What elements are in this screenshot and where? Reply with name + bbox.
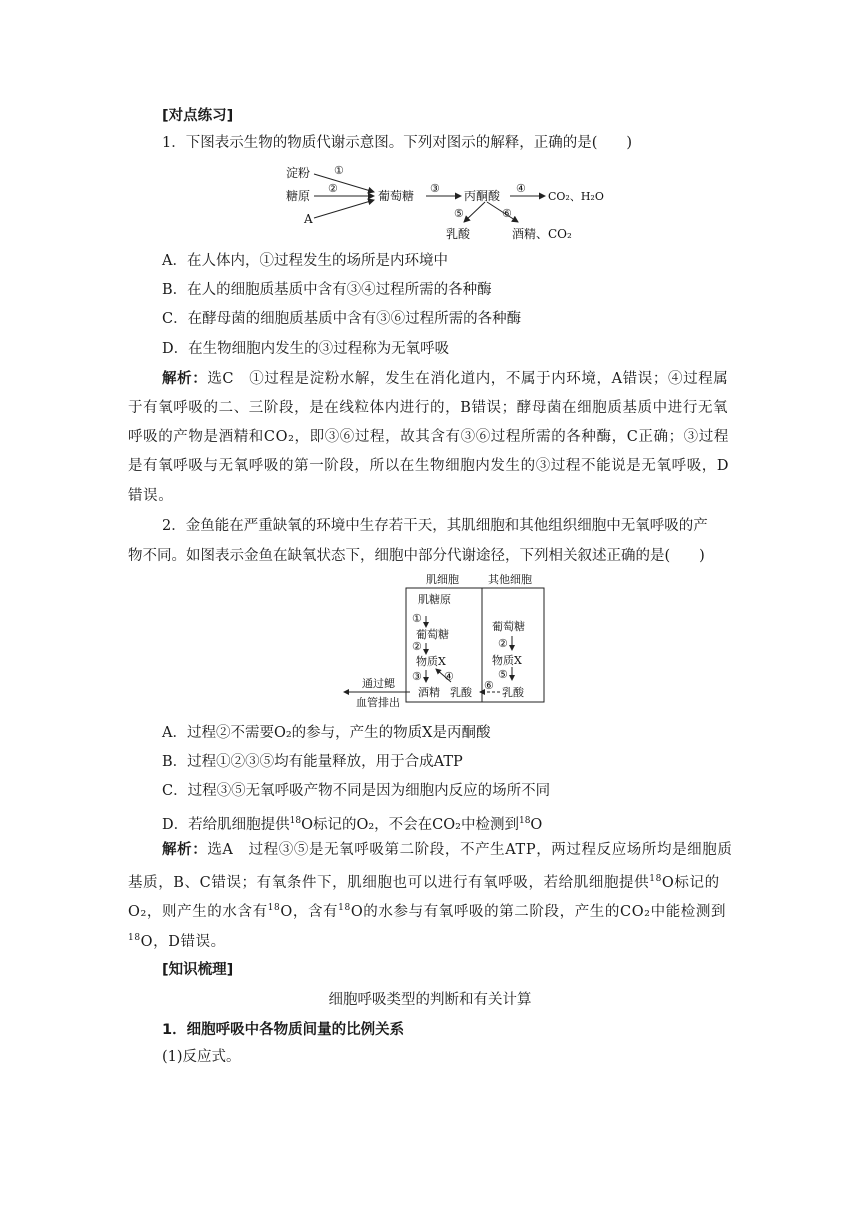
q1-alcohol-label: 酒精、CO₂ xyxy=(512,227,572,241)
svg-text:④: ④ xyxy=(444,670,454,683)
q2-analysis-label: 解析： xyxy=(162,841,208,858)
svg-text:①: ① xyxy=(412,612,422,625)
q2-analysis-line-3: O₂，则产生的水含有$^{18}$O，含有$^{18}$O的水参与有氧呼吸的第二阶段，产生的CO₂中能检测到 xyxy=(128,903,727,920)
q1-arrow-a xyxy=(314,200,374,218)
svg-text:②: ② xyxy=(498,637,508,650)
svg-text:⑤: ⑤ xyxy=(498,668,508,681)
knowledge-item-1: 1．细胞呼吸中各物质间量的比例关系 xyxy=(162,1022,405,1038)
q2-muscle-glycogen: 肌糖原 xyxy=(418,593,451,606)
q2-stem-line-1: 2．金鱼能在严重缺氧的环境中生存若干天，其肌细胞和其他组织细胞中无氧呼吸的产 xyxy=(162,518,708,534)
q1-arrow-1 xyxy=(314,174,374,192)
q1-option-c[interactable]: C．在酵母菌的细胞质基质中含有③⑥过程所需的各种酶 xyxy=(162,311,522,327)
q2-option-d[interactable]: D．若给肌细胞提供$^{18}$O标记的O₂，不会在CO₂中检测到$^{18}$O xyxy=(162,816,543,833)
section-heading-knowledge: [知识梳理] xyxy=(162,962,234,978)
q1-a-label: A xyxy=(304,212,313,226)
q1-arrow-5 xyxy=(464,202,485,222)
q2-muscle-x: 物质X xyxy=(416,655,446,668)
q1-option-a[interactable]: A．在人体内，①过程发生的场所是内环境中 xyxy=(162,253,448,269)
q1-option-d[interactable]: D．在生物细胞内发生的③过程称为无氧呼吸 xyxy=(162,341,450,357)
q1-step1-label: ① xyxy=(334,164,344,177)
q2-other-lactic: 乳酸 xyxy=(502,686,524,699)
q2-other-cell-header: 其他细胞 xyxy=(488,573,532,586)
q1-analysis-line-4: 是有氧呼吸与无氧呼吸的第一阶段，所以在生物细胞内发生的③过程不能说是无氧呼吸，D xyxy=(128,458,730,474)
q2-muscle-glucose: 葡萄糖 xyxy=(416,628,449,641)
q1-step6-label: ⑥ xyxy=(502,207,512,220)
q1-glucose-label: 葡萄糖 xyxy=(378,189,415,203)
q2-analysis-line-1: 解析：选A 过程③⑤是无氧呼吸第二阶段，不产生ATP，两过程反应场所均是细胞质 xyxy=(162,841,733,858)
q2-option-c[interactable]: C．过程③⑤无氧呼吸产物不同是因为细胞内反应的场所不同 xyxy=(162,783,551,799)
q1-co2-h2o-label: CO₂、H₂O xyxy=(548,190,604,203)
q1-lactic-label: 乳酸 xyxy=(446,227,471,241)
q2-muscle-cell-header: 肌细胞 xyxy=(426,573,459,586)
knowledge-item-1-sub: (1)反应式。 xyxy=(162,1049,241,1065)
q2-analysis-line-4: $^{18}$O，D错误。 xyxy=(128,933,226,950)
q2-gill-label-2: 血管排出 xyxy=(356,696,400,709)
q1-step5-label: ⑤ xyxy=(454,207,464,220)
q1-metabolism-diagram xyxy=(280,160,620,244)
q2-other-x: 物质X xyxy=(492,654,522,667)
q1-starch-label: 淀粉 xyxy=(286,166,311,180)
q1-analysis-line-5: 错误。 xyxy=(128,488,174,504)
svg-text:②: ② xyxy=(412,640,422,653)
q2-analysis-line-2: 基质，B、C错误；有氧条件下，肌细胞也可以进行有氧呼吸，若给肌细胞提供$^{18}$O标记的 xyxy=(128,874,720,891)
svg-text:③: ③ xyxy=(412,670,422,683)
q1-stem: 1．下图表示生物的物质代谢示意图。下列对图示的解释，正确的是( ) xyxy=(162,135,633,151)
section-heading-practice: [对点练习] xyxy=(162,108,234,124)
section-title: 细胞呼吸类型的判断和有关计算 xyxy=(328,992,532,1008)
q1-analysis-line-3: 呼吸的产物是酒精和CO₂，即③⑥过程，故其含有③⑥过程所需的各种酶，C正确；③过程 xyxy=(128,429,729,445)
q1-step3-label: ③ xyxy=(430,182,440,195)
q1-analysis-line-2: 于有氧呼吸的二、三阶段，是在线粒体内进行的，B错误；酵母菌在细胞质基质中进行无氧 xyxy=(128,400,729,416)
q2-stem-line-2: 物不同。如图表示金鱼在缺氧状态下，细胞中部分代谢途径，下列相关叙述正确的是( ) xyxy=(128,548,705,564)
q1-analysis-label: 解析： xyxy=(162,370,208,387)
q2-option-b[interactable]: B．过程①②③⑤均有能量释放，用于合成ATP xyxy=(162,754,463,770)
q2-other-glucose: 葡萄糖 xyxy=(492,620,525,633)
q2-muscle-lactic: 乳酸 xyxy=(450,686,472,699)
q1-option-b[interactable]: B．在人的细胞质基质中含有③④过程所需的各种酶 xyxy=(162,282,492,298)
q1-glycogen-label: 糖原 xyxy=(286,189,311,203)
q2-goldfish-diagram xyxy=(340,572,560,712)
q2-muscle-alcohol: 酒精 xyxy=(418,686,440,699)
q1-pyruvate-label: 丙酮酸 xyxy=(464,189,501,203)
q2-gill-label-1: 通过鳃 xyxy=(362,677,395,690)
q1-step2-label: ② xyxy=(328,182,338,195)
q2-option-a[interactable]: A．过程②不需要O₂的参与，产生的物质X是丙酮酸 xyxy=(162,725,491,741)
q1-step4-label: ④ xyxy=(516,182,526,195)
svg-text:⑥: ⑥ xyxy=(484,679,494,692)
q1-analysis-line-1: 解析：选C ①过程是淀粉水解，发生在消化道内，不属于内环境，A错误；④过程属 xyxy=(162,370,729,387)
